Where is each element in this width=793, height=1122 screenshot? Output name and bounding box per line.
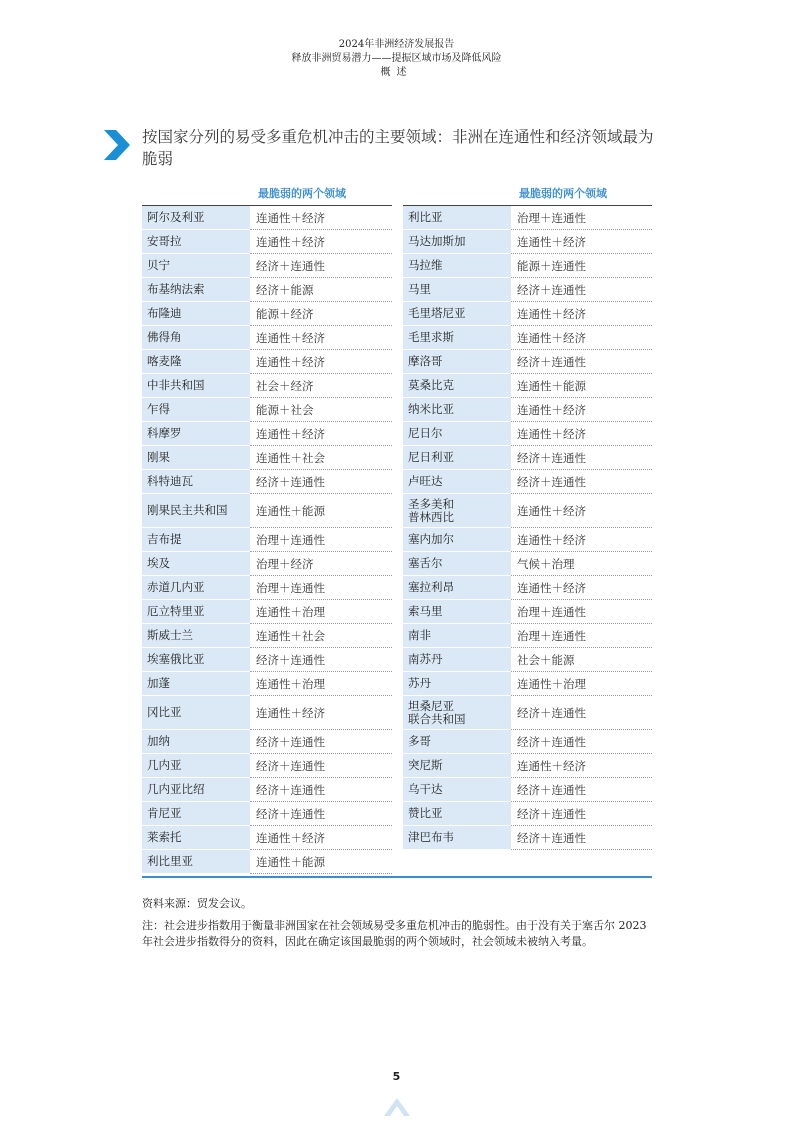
country-cell: 喀麦隆 (142, 350, 250, 374)
areas-cell: 连通性＋经济 (250, 826, 392, 850)
areas-cell: 经济＋连通性 (511, 802, 652, 826)
table-row (403, 230, 652, 254)
areas-cell: 连通性＋经济 (250, 696, 392, 730)
areas-cell: 社会＋能源 (511, 648, 652, 672)
country-cell: 赤道几内亚 (142, 576, 250, 600)
table-row (403, 730, 652, 754)
country-cell: 卢旺达 (403, 470, 511, 494)
areas-cell: 经济＋连通性 (250, 648, 392, 672)
table-row (403, 754, 652, 778)
country-cell: 佛得角 (142, 326, 250, 350)
areas-cell: 能源＋经济 (250, 302, 392, 326)
table-row (403, 350, 652, 374)
table-row (403, 802, 652, 826)
table-row (142, 494, 392, 528)
country-cell: 科摩罗 (142, 422, 250, 446)
areas-cell: 连通性＋治理 (511, 672, 652, 696)
country-cell: 中非共和国 (142, 374, 250, 398)
table-row (142, 552, 392, 576)
table-row (142, 696, 392, 730)
table-row (142, 850, 392, 874)
areas-cell: 经济＋连通性 (511, 446, 652, 470)
areas-cell: 连通性＋治理 (250, 600, 392, 624)
table-row (403, 446, 652, 470)
areas-cell: 连通性＋社会 (250, 624, 392, 648)
country-cell: 纳米比亚 (403, 398, 511, 422)
areas-cell: 经济＋连通性 (511, 278, 652, 302)
column-header: 最脆弱的两个领域 (403, 186, 652, 206)
country-cell: 布基纳法索 (142, 278, 250, 302)
areas-cell: 治理＋连通性 (511, 600, 652, 624)
table-row (403, 494, 652, 528)
table-row (142, 278, 392, 302)
country-cell: 加蓬 (142, 672, 250, 696)
table-row (403, 254, 652, 278)
footnote: 注：社会进步指数用于衡量非洲国家在社会领域易受多重危机冲击的脆弱性。由于没有关于塞舌尔 2023 年社会进步指数得分的资料，因此在确定该国最脆弱的两个领域时，社会领域未被纳入考量。 (142, 919, 647, 948)
table-row (142, 600, 392, 624)
table-row (403, 206, 652, 230)
areas-cell: 经济＋连通性 (511, 730, 652, 754)
areas-cell: 连通性＋能源 (250, 850, 392, 874)
country-cell: 刚果 (142, 446, 250, 470)
report-subtitle: 释放非洲贸易潜力——提振区域市场及降低风险 (291, 53, 502, 64)
table-row (403, 648, 652, 672)
country-cell: 加纳 (142, 730, 250, 754)
table-row (142, 648, 392, 672)
areas-cell: 社会＋经济 (250, 374, 392, 398)
country-cell: 吉布提 (142, 528, 250, 552)
country-cell: 南非 (403, 624, 511, 648)
country-cell: 毛里求斯 (403, 326, 511, 350)
table-row (403, 696, 652, 730)
country-cell: 埃塞俄比亚 (142, 648, 250, 672)
country-cell: 塞内加尔 (403, 528, 511, 552)
table-row (403, 552, 652, 576)
country-cell: 尼日尔 (403, 422, 511, 446)
areas-cell: 经济＋能源 (250, 278, 392, 302)
areas-cell: 治理＋连通性 (511, 206, 652, 230)
table-row (142, 470, 392, 494)
country-cell: 乌干达 (403, 778, 511, 802)
country-cell: 利比里亚 (142, 850, 250, 874)
table-row (403, 398, 652, 422)
country-cell: 莫桑比克 (403, 374, 511, 398)
country-cell: 塞舌尔 (403, 552, 511, 576)
areas-cell: 经济＋连通性 (250, 754, 392, 778)
table-row (142, 730, 392, 754)
table-row (142, 826, 392, 850)
areas-cell: 连通性＋经济 (511, 528, 652, 552)
areas-cell: 治理＋连通性 (250, 528, 392, 552)
table-row (403, 278, 652, 302)
country-cell: 安哥拉 (142, 230, 250, 254)
areas-cell: 连通性＋经济 (511, 398, 652, 422)
areas-cell: 经济＋连通性 (511, 778, 652, 802)
country-cell: 索马里 (403, 600, 511, 624)
areas-cell: 连通性＋经济 (250, 350, 392, 374)
country-cell: 莱索托 (142, 826, 250, 850)
areas-cell: 经济＋连通性 (250, 254, 392, 278)
country-cell: 坦桑尼亚 联合共和国 (403, 696, 511, 730)
country-cell: 几内亚 (142, 754, 250, 778)
areas-cell: 经济＋连通性 (250, 470, 392, 494)
table-row (142, 326, 392, 350)
page-number: 5 (392, 1070, 401, 1083)
country-cell: 塞拉利昂 (403, 576, 511, 600)
chevron-up-icon[interactable] (384, 1092, 410, 1116)
table-row (403, 422, 652, 446)
country-cell: 苏丹 (403, 672, 511, 696)
country-cell: 肯尼亚 (142, 802, 250, 826)
table-column-left (142, 186, 392, 874)
areas-cell: 连通性＋经济 (511, 230, 652, 254)
areas-cell: 经济＋连通性 (511, 350, 652, 374)
country-cell: 赞比亚 (403, 802, 511, 826)
country-cell: 利比亚 (403, 206, 511, 230)
table-row (142, 802, 392, 826)
table-row (403, 326, 652, 350)
table-row (142, 398, 392, 422)
areas-cell: 连通性＋经济 (250, 230, 392, 254)
country-cell: 贝宁 (142, 254, 250, 278)
areas-cell: 连通性＋经济 (511, 422, 652, 446)
table-row (142, 350, 392, 374)
table-row (142, 528, 392, 552)
areas-cell: 连通性＋经济 (250, 326, 392, 350)
table-row (142, 206, 392, 230)
areas-cell: 连通性＋经济 (511, 754, 652, 778)
chevron-right-icon (104, 130, 130, 160)
table-row (403, 470, 652, 494)
country-cell: 毛里塔尼亚 (403, 302, 511, 326)
source-note: 资料来源：贸发会议。 (142, 897, 252, 910)
areas-cell: 治理＋经济 (250, 552, 392, 576)
table-row (142, 446, 392, 470)
notes (142, 896, 654, 956)
table-row (403, 600, 652, 624)
table-row (142, 254, 392, 278)
table-row (142, 374, 392, 398)
areas-cell: 能源＋连通性 (511, 254, 652, 278)
areas-cell: 经济＋连通性 (511, 826, 652, 850)
country-cell: 马里 (403, 278, 511, 302)
areas-cell: 气候＋治理 (511, 552, 652, 576)
areas-cell: 经济＋连通性 (511, 470, 652, 494)
areas-cell: 连通性＋经济 (250, 422, 392, 446)
areas-cell: 连通性＋经济 (511, 494, 652, 528)
country-cell: 南苏丹 (403, 648, 511, 672)
areas-cell: 连通性＋社会 (250, 446, 392, 470)
report-title: 2024年非洲经济发展报告 (338, 39, 455, 50)
table-row (403, 576, 652, 600)
country-cell: 摩洛哥 (403, 350, 511, 374)
running-header (0, 38, 793, 80)
country-cell: 突尼斯 (403, 754, 511, 778)
areas-cell: 连通性＋经济 (511, 326, 652, 350)
areas-cell: 经济＋连通性 (250, 730, 392, 754)
country-cell: 阿尔及利亚 (142, 206, 250, 230)
areas-cell: 连通性＋经济 (511, 302, 652, 326)
table-row (403, 672, 652, 696)
country-cell: 布隆迪 (142, 302, 250, 326)
country-cell: 圣多美和 普林西比 (403, 494, 511, 528)
areas-cell: 经济＋连通性 (250, 778, 392, 802)
areas-cell: 连通性＋能源 (511, 374, 652, 398)
table-row (403, 624, 652, 648)
country-cell: 马达加斯加 (403, 230, 511, 254)
country-cell: 多哥 (403, 730, 511, 754)
areas-cell: 连通性＋经济 (250, 206, 392, 230)
column-header: 最脆弱的两个领域 (142, 186, 392, 206)
areas-cell: 经济＋连通性 (250, 802, 392, 826)
country-cell: 斯威士兰 (142, 624, 250, 648)
table-row (142, 624, 392, 648)
table-row (142, 778, 392, 802)
country-cell: 津巴布韦 (403, 826, 511, 850)
country-cell: 几内亚比绍 (142, 778, 250, 802)
table-row (142, 230, 392, 254)
table-row (403, 374, 652, 398)
country-cell: 马拉维 (403, 254, 511, 278)
table-row (403, 826, 652, 850)
table-row (142, 754, 392, 778)
country-cell: 埃及 (142, 552, 250, 576)
figure-title: 按国家分列的易受多重危机冲击的主要领域：非洲在连通性和经济领域最为脆弱 (142, 128, 654, 168)
table-column-right (403, 186, 652, 850)
areas-cell: 连通性＋经济 (511, 576, 652, 600)
table-row (142, 672, 392, 696)
table-row (403, 302, 652, 326)
country-cell: 厄立特里亚 (142, 600, 250, 624)
table-row (403, 778, 652, 802)
country-cell: 刚果民主共和国 (142, 494, 250, 528)
areas-cell: 治理＋连通性 (511, 624, 652, 648)
country-cell: 尼日利亚 (403, 446, 511, 470)
areas-cell: 连通性＋治理 (250, 672, 392, 696)
areas-cell: 连通性＋能源 (250, 494, 392, 528)
country-cell: 冈比亚 (142, 696, 250, 730)
table-row (142, 422, 392, 446)
table-row (403, 528, 652, 552)
areas-cell: 能源＋社会 (250, 398, 392, 422)
areas-cell: 经济＋连通性 (511, 696, 652, 730)
table-row (142, 576, 392, 600)
country-cell: 科特迪瓦 (142, 470, 250, 494)
country-cell: 乍得 (142, 398, 250, 422)
section-name: 概述 (380, 67, 413, 78)
table-row (142, 302, 392, 326)
areas-cell: 治理＋连通性 (250, 576, 392, 600)
table-bottom-rule (142, 876, 652, 878)
